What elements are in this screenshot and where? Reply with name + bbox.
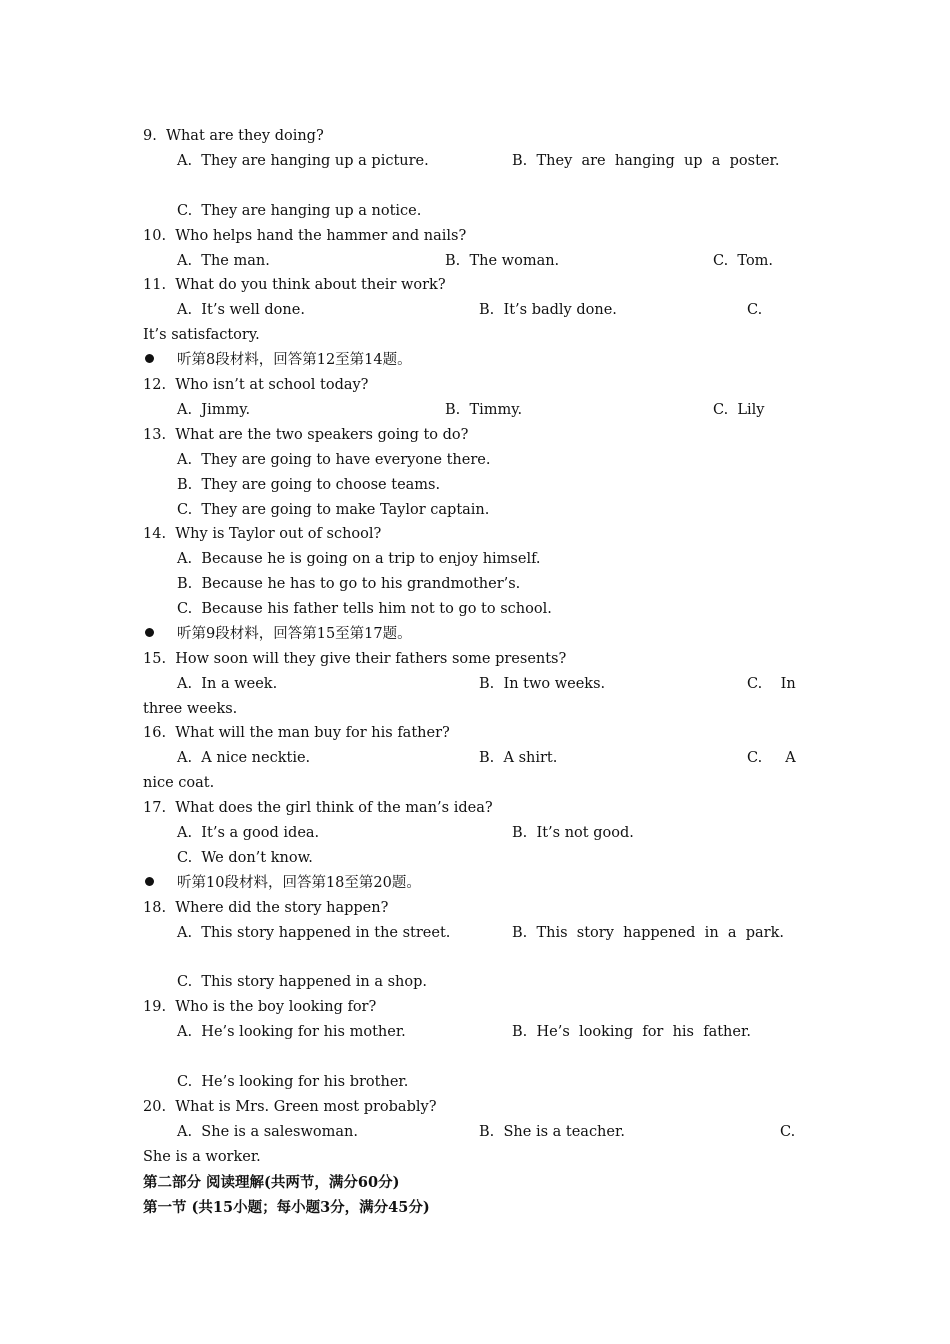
- question-18: 18. Where did the story happen?: [143, 900, 389, 916]
- option-11c-label: C.: [747, 302, 763, 318]
- option-17a: A. It’s a good idea.: [177, 825, 320, 841]
- option-11a: A. It’s well done.: [177, 302, 305, 318]
- bullet-icon: [145, 628, 154, 637]
- option-19c: C. He’s looking for his brother.: [177, 1074, 409, 1090]
- section-one-heading: 第一节 (共15小题；每小题3分，满分45分): [143, 1199, 430, 1216]
- option-13c: C. They are going to make Taylor captain.: [177, 502, 490, 518]
- bullet-icon: [145, 354, 154, 363]
- option-14b: B. Because he has to go to his grandmother’s.: [177, 576, 521, 592]
- option-12a: A. Jimmy.: [177, 402, 251, 418]
- question-9: 9. What are they doing?: [143, 128, 324, 144]
- option-14a: A. Because he is going on a trip to enjoy himself.: [177, 551, 541, 567]
- option-19b: B. He’s looking for his father.: [512, 1024, 751, 1040]
- section-note-9: 听第9段材料，回答第15至第17题。: [177, 626, 412, 642]
- option-12b: B. Timmy.: [445, 402, 523, 418]
- option-11c-text: It’s satisfactory.: [143, 327, 260, 343]
- question-20: 20. What is Mrs. Green most probably?: [143, 1099, 437, 1115]
- option-10b: B. The woman.: [445, 253, 560, 269]
- question-10: 10. Who helps hand the hammer and nails?: [143, 228, 467, 244]
- question-16: 16. What will the man buy for his father?: [143, 725, 450, 741]
- bullet-icon: [145, 877, 154, 886]
- question-11: 11. What do you think about their work?: [143, 277, 446, 293]
- option-16c-label: C. A: [747, 750, 796, 766]
- section-note-10: 听第10段材料，回答第18至第20题。: [177, 875, 421, 891]
- question-19: 19. Who is the boy looking for?: [143, 999, 377, 1015]
- option-18c: C. This story happened in a shop.: [177, 974, 428, 990]
- option-9c: C. They are hanging up a notice.: [177, 203, 422, 219]
- question-17: 17. What does the girl think of the man’s idea?: [143, 800, 493, 816]
- question-13: 13. What are the two speakers going to do?: [143, 427, 469, 443]
- option-20a: A. She is a saleswoman.: [177, 1124, 358, 1140]
- option-15c-label: C. In: [747, 676, 796, 692]
- option-11b: B. It’s badly done.: [479, 302, 617, 318]
- option-18a: A. This story happened in the street.: [177, 925, 451, 941]
- option-17b: B. It’s not good.: [512, 825, 634, 841]
- option-20b: B. She is a teacher.: [479, 1124, 625, 1140]
- option-16b: B. A shirt.: [479, 750, 558, 766]
- question-12: 12. Who isn’t at school today?: [143, 377, 369, 393]
- option-9a: A. They are hanging up a picture.: [177, 153, 429, 169]
- part-two-heading: 第二部分 阅读理解(共两节，满分60分): [143, 1174, 400, 1191]
- option-20c-label: C.: [780, 1124, 796, 1140]
- option-15a: A. In a week.: [177, 676, 278, 692]
- question-14: 14. Why is Taylor out of school?: [143, 526, 382, 542]
- option-19a: A. He’s looking for his mother.: [177, 1024, 406, 1040]
- option-10a: A. The man.: [177, 253, 270, 269]
- option-15c-text: three weeks.: [143, 701, 238, 717]
- option-16c-text: nice coat.: [143, 775, 215, 791]
- option-9b: B. They are hanging up a poster.: [512, 153, 780, 169]
- option-20c-text: She is a worker.: [143, 1149, 261, 1165]
- question-15: 15. How soon will they give their fathers some presents?: [143, 651, 567, 667]
- option-16a: A. A nice necktie.: [177, 750, 311, 766]
- option-17c: C. We don’t know.: [177, 850, 313, 866]
- section-note-8: 听第8段材料，回答第12至第14题。: [177, 352, 412, 368]
- option-18b: B. This story happened in a park.: [512, 925, 784, 941]
- option-10c: C. Tom.: [713, 253, 774, 269]
- option-14c: C. Because his father tells him not to go to school.: [177, 601, 552, 617]
- option-12c: C. Lily: [713, 402, 765, 418]
- option-13a: A. They are going to have everyone there.: [177, 452, 491, 468]
- option-15b: B. In two weeks.: [479, 676, 606, 692]
- option-13b: B. They are going to choose teams.: [177, 477, 441, 493]
